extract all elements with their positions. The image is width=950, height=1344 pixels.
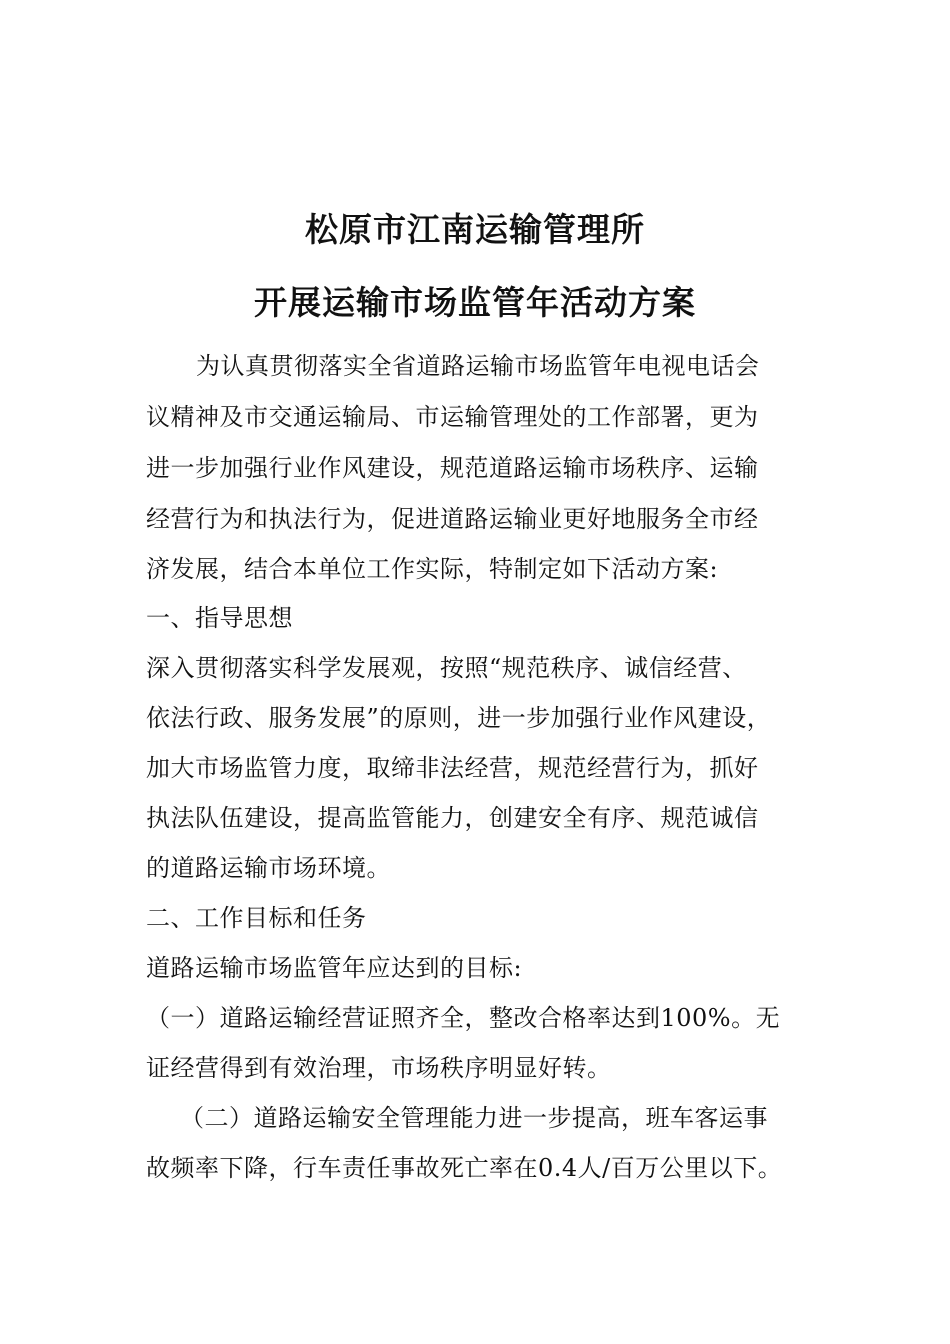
document-title-line-2: 开展运输市场监管年活动方案 (254, 283, 696, 322)
section-heading-goals: 二、工作目标和任务 (146, 904, 367, 932)
paragraph-intro-line-5: 济发展，结合本单位工作实际，特制定如下活动方案: (146, 555, 719, 583)
paragraph-guiding-line-2: 依法行政、服务发展”的原则，进一步加强行业作风建设， (146, 704, 772, 732)
paragraph-guiding-line-3: 加大市场监管力度，取缔非法经营，规范经营行为，抓好 (146, 754, 759, 782)
goal-item-2-line-2: 故频率下降，行车责任事故死亡率在0.4人/百万公里以下。 (146, 1154, 783, 1182)
goal-item-1-line-1: （一）道路运输经营证照齐全，整改合格率达到100%。无 (146, 1004, 781, 1032)
paragraph-guiding-line-1: 深入贯彻落实科学发展观，按照“规范秩序、诚信经营、 (146, 654, 747, 682)
paragraph-guiding-line-5: 的道路运输市场环境。 (146, 854, 391, 882)
paragraph-intro-line-4: 经营行为和执法行为，促进道路运输业更好地服务全市经 (146, 505, 759, 533)
paragraph-intro-line-1: 为认真贯彻落实全省道路运输市场监管年电视电话会 (196, 352, 760, 380)
paragraph-intro-line-2: 议精神及市交通运输局、市运输管理处的工作部署，更为 (146, 403, 759, 431)
paragraph-goals-intro: 道路运输市场监管年应达到的目标: (146, 954, 523, 982)
paragraph-guiding-line-4: 执法队伍建设，提高监管能力，创建安全有序、规范诚信 (146, 804, 759, 832)
goal-item-1-line-2: 证经营得到有效治理，市场秩序明显好转。 (146, 1054, 612, 1082)
paragraph-intro-line-3: 进一步加强行业作风建设，规范道路运输市场秩序、运输 (146, 454, 759, 482)
document-title-line-1: 松原市江南运输管理所 (305, 210, 645, 249)
goal-item-2-line-1: （二）道路运输安全管理能力进一步提高，班车客运事 (180, 1104, 768, 1132)
section-heading-guiding-idea: 一、指导思想 (146, 604, 293, 632)
